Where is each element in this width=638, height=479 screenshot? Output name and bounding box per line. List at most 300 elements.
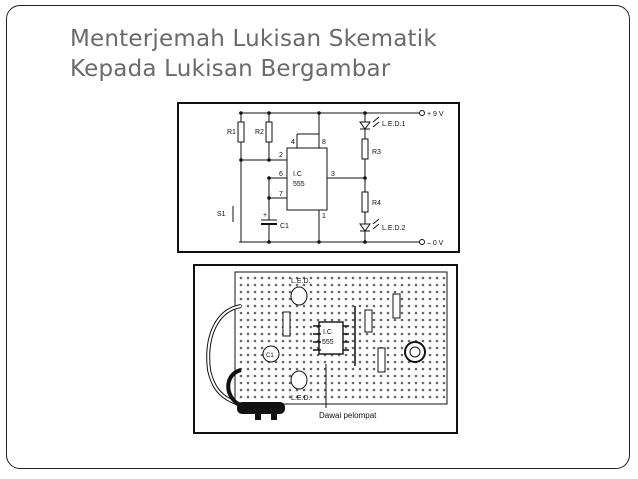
board-hole xyxy=(422,361,425,364)
board-hole xyxy=(338,277,341,280)
board-hole xyxy=(268,333,271,336)
board-hole xyxy=(401,284,404,287)
board-hole xyxy=(429,389,432,392)
board-hole xyxy=(443,326,446,329)
board-hole xyxy=(310,305,313,308)
board-hole xyxy=(310,340,313,343)
terminal-ground xyxy=(420,240,425,245)
board-hole xyxy=(401,347,404,350)
board-hole xyxy=(352,319,355,322)
board-hole xyxy=(387,298,390,301)
board-resistor-1 xyxy=(283,312,290,336)
board-hole xyxy=(415,305,418,308)
board-hole xyxy=(415,333,418,336)
label-pin6: 6 xyxy=(279,171,283,178)
board-hole xyxy=(331,305,334,308)
board-hole xyxy=(268,382,271,385)
board-hole xyxy=(303,319,306,322)
board-hole xyxy=(436,361,439,364)
board-hole xyxy=(373,368,376,371)
board-hole xyxy=(408,340,411,343)
board-hole xyxy=(240,326,243,329)
board-hole xyxy=(387,375,390,378)
board-hole xyxy=(366,382,369,385)
board-hole xyxy=(422,284,425,287)
board-hole xyxy=(422,396,425,399)
board-hole xyxy=(324,319,327,322)
board-hole xyxy=(436,326,439,329)
board-hole xyxy=(275,284,278,287)
label-pin3: 3 xyxy=(331,171,335,178)
board-hole xyxy=(373,333,376,336)
board-svg xyxy=(195,266,456,432)
board-hole xyxy=(261,340,264,343)
board-hole xyxy=(338,291,341,294)
board-hole xyxy=(415,326,418,329)
led1-symbol xyxy=(360,122,370,129)
board-hole xyxy=(317,298,320,301)
board-hole xyxy=(317,291,320,294)
board-hole xyxy=(387,326,390,329)
board-hole xyxy=(254,305,257,308)
board-hole xyxy=(443,347,446,350)
board-hole xyxy=(373,382,376,385)
board-hole xyxy=(268,312,271,315)
board-hole xyxy=(366,298,369,301)
board-hole xyxy=(366,389,369,392)
battery-clip xyxy=(237,402,285,414)
board-hole xyxy=(401,277,404,280)
resistor-r4 xyxy=(362,192,368,212)
schematic-svg xyxy=(179,104,458,251)
board-hole xyxy=(408,319,411,322)
board-hole xyxy=(373,319,376,322)
board-hole xyxy=(352,305,355,308)
board-hole xyxy=(359,305,362,308)
board-hole xyxy=(268,298,271,301)
label-pin4: 4 xyxy=(291,139,295,146)
board-hole xyxy=(387,347,390,350)
board-hole xyxy=(429,319,432,322)
board-hole xyxy=(366,291,369,294)
board-hole xyxy=(366,396,369,399)
board-hole xyxy=(289,354,292,357)
board-hole xyxy=(338,389,341,392)
board-hole xyxy=(317,361,320,364)
board-hole xyxy=(415,389,418,392)
board-hole xyxy=(394,361,397,364)
board-hole xyxy=(429,291,432,294)
board-hole xyxy=(429,375,432,378)
board-hole xyxy=(254,312,257,315)
board-hole xyxy=(240,389,243,392)
board-hole xyxy=(296,361,299,364)
board-hole xyxy=(310,347,313,350)
board-hole xyxy=(443,319,446,322)
board-hole xyxy=(429,326,432,329)
board-hole xyxy=(436,284,439,287)
board-hole xyxy=(443,368,446,371)
board-hole xyxy=(415,312,418,315)
board-hole xyxy=(282,298,285,301)
board-hole xyxy=(317,284,320,287)
board-hole xyxy=(415,319,418,322)
board-hole xyxy=(422,277,425,280)
board-hole xyxy=(373,389,376,392)
board-hole xyxy=(387,319,390,322)
board-hole xyxy=(394,368,397,371)
label-led1: L.E.D.1 xyxy=(382,121,406,128)
board-hole xyxy=(352,347,355,350)
board-hole xyxy=(373,347,376,350)
board-hole xyxy=(261,298,264,301)
board-hole xyxy=(408,375,411,378)
board-hole xyxy=(422,382,425,385)
board-hole xyxy=(429,368,432,371)
board-resistor-3 xyxy=(393,294,400,318)
board-hole xyxy=(310,354,313,357)
board-hole xyxy=(380,312,383,315)
label-rail-bottom: – 0 V xyxy=(427,240,444,247)
board-hole xyxy=(254,347,257,350)
board-hole xyxy=(345,298,348,301)
board-hole xyxy=(261,291,264,294)
board-hole xyxy=(317,305,320,308)
label-led2: L.E.D.2 xyxy=(382,225,406,232)
board-hole xyxy=(261,368,264,371)
label-c1: C1 xyxy=(280,223,289,230)
board-hole xyxy=(394,319,397,322)
board-hole xyxy=(359,396,362,399)
board-hole xyxy=(394,277,397,280)
board-hole xyxy=(254,277,257,280)
board-hole xyxy=(310,298,313,301)
board-hole xyxy=(366,361,369,364)
board-hole xyxy=(373,305,376,308)
board-hole xyxy=(247,326,250,329)
label-pin8: 8 xyxy=(322,139,326,146)
board-hole xyxy=(282,305,285,308)
board-hole xyxy=(352,312,355,315)
board-hole xyxy=(401,396,404,399)
resistor-r1 xyxy=(238,122,244,142)
board-hole xyxy=(408,389,411,392)
board-hole xyxy=(331,375,334,378)
board-hole xyxy=(359,389,362,392)
board-hole xyxy=(247,361,250,364)
board-hole xyxy=(408,368,411,371)
label-r1: R1 xyxy=(227,129,236,136)
board-hole xyxy=(345,361,348,364)
board-hole xyxy=(373,291,376,294)
board-hole xyxy=(352,389,355,392)
board-hole xyxy=(394,382,397,385)
board-hole xyxy=(338,361,341,364)
board-hole xyxy=(345,382,348,385)
board-hole xyxy=(338,312,341,315)
board-hole xyxy=(387,284,390,287)
resistor-r2 xyxy=(266,122,272,142)
board-hole xyxy=(261,347,264,350)
board-hole xyxy=(352,382,355,385)
board-hole xyxy=(289,368,292,371)
board-hole xyxy=(254,375,257,378)
board-hole xyxy=(373,354,376,357)
board-hole xyxy=(387,382,390,385)
board-hole xyxy=(338,396,341,399)
label-r3: R3 xyxy=(372,149,381,156)
board-hole xyxy=(373,340,376,343)
board-hole xyxy=(240,396,243,399)
board-hole xyxy=(422,291,425,294)
board-label-led-top: L.E.D. xyxy=(291,278,311,285)
board-hole xyxy=(268,375,271,378)
board-hole xyxy=(352,284,355,287)
board-hole xyxy=(443,298,446,301)
board-pictorial xyxy=(193,264,458,434)
board-hole xyxy=(401,312,404,315)
board-hole xyxy=(422,340,425,343)
board-hole xyxy=(254,382,257,385)
board-hole xyxy=(380,333,383,336)
board-hole xyxy=(387,333,390,336)
board-hole xyxy=(387,389,390,392)
label-r4: R4 xyxy=(372,200,381,207)
board-hole xyxy=(429,333,432,336)
board-hole xyxy=(338,375,341,378)
board-hole xyxy=(443,375,446,378)
board-hole xyxy=(422,389,425,392)
board-hole xyxy=(310,389,313,392)
board-resistor-2 xyxy=(365,310,372,332)
board-hole xyxy=(387,277,390,280)
board-hole xyxy=(331,382,334,385)
board-hole xyxy=(436,277,439,280)
board-hole xyxy=(254,298,257,301)
board-hole xyxy=(310,368,313,371)
board-hole xyxy=(247,382,250,385)
board-hole xyxy=(401,354,404,357)
board-hole xyxy=(415,375,418,378)
board-hole xyxy=(366,277,369,280)
board-hole xyxy=(317,375,320,378)
board-hole xyxy=(380,298,383,301)
board-hole xyxy=(282,354,285,357)
board-hole xyxy=(401,298,404,301)
board-hole xyxy=(345,389,348,392)
board-hole xyxy=(366,284,369,287)
board-hole xyxy=(394,284,397,287)
board-hole xyxy=(429,298,432,301)
board-hole xyxy=(275,277,278,280)
label-pin2: 2 xyxy=(279,152,283,159)
board-hole xyxy=(345,375,348,378)
board-hole xyxy=(352,333,355,336)
board-hole xyxy=(429,361,432,364)
board-hole xyxy=(261,361,264,364)
board-hole xyxy=(331,284,334,287)
board-hole xyxy=(345,396,348,399)
board-hole xyxy=(261,396,264,399)
board-hole xyxy=(275,368,278,371)
board-label-ic-num: 555 xyxy=(322,339,334,346)
board-hole xyxy=(247,354,250,357)
board-hole xyxy=(443,389,446,392)
board-hole xyxy=(240,277,243,280)
board-hole xyxy=(408,382,411,385)
board-hole xyxy=(366,333,369,336)
board-hole xyxy=(268,277,271,280)
board-hole xyxy=(268,340,271,343)
board-hole xyxy=(261,326,264,329)
board-hole xyxy=(338,305,341,308)
board-hole xyxy=(436,291,439,294)
board-hole xyxy=(373,284,376,287)
board-hole xyxy=(254,354,257,357)
board-hole xyxy=(394,333,397,336)
board-hole xyxy=(289,305,292,308)
board-hole xyxy=(282,375,285,378)
board-hole xyxy=(247,389,250,392)
board-hole xyxy=(408,277,411,280)
board-hole xyxy=(373,361,376,364)
board-hole xyxy=(289,291,292,294)
board-hole xyxy=(380,340,383,343)
board-hole xyxy=(247,319,250,322)
board-hole xyxy=(254,368,257,371)
board-hole xyxy=(401,368,404,371)
board-hole xyxy=(429,277,432,280)
board-hole xyxy=(331,291,334,294)
board-hole xyxy=(324,291,327,294)
board-hole xyxy=(366,305,369,308)
board-hole xyxy=(240,291,243,294)
board-hole xyxy=(387,340,390,343)
board-hole xyxy=(394,326,397,329)
board-hole xyxy=(422,326,425,329)
board-hole xyxy=(436,298,439,301)
board-hole xyxy=(380,375,383,378)
board-hole xyxy=(268,291,271,294)
board-hole xyxy=(303,354,306,357)
board-resistor-4 xyxy=(378,348,385,372)
board-hole xyxy=(310,312,313,315)
board-hole xyxy=(436,340,439,343)
board-hole xyxy=(415,277,418,280)
board-hole xyxy=(359,340,362,343)
board-hole xyxy=(261,389,264,392)
board-hole xyxy=(429,382,432,385)
board-hole xyxy=(401,375,404,378)
board-hole xyxy=(282,382,285,385)
board-hole xyxy=(240,284,243,287)
resistor-r3 xyxy=(362,139,368,159)
board-hole xyxy=(387,312,390,315)
board-hole xyxy=(289,389,292,392)
board-hole xyxy=(261,284,264,287)
board-hole xyxy=(261,277,264,280)
board-hole xyxy=(380,291,383,294)
board-hole xyxy=(247,333,250,336)
board-hole xyxy=(359,354,362,357)
board-hole xyxy=(401,291,404,294)
board-hole xyxy=(436,396,439,399)
board-hole xyxy=(282,368,285,371)
board-hole xyxy=(352,326,355,329)
board-hole xyxy=(401,333,404,336)
board-hole xyxy=(387,354,390,357)
board-hole xyxy=(324,312,327,315)
board-hole xyxy=(366,354,369,357)
board-hole xyxy=(310,375,313,378)
board-hole xyxy=(240,312,243,315)
board-hole xyxy=(380,382,383,385)
board-hole xyxy=(282,347,285,350)
board-hole xyxy=(422,305,425,308)
board-hole xyxy=(422,333,425,336)
board-hole xyxy=(401,319,404,322)
board-hole xyxy=(303,326,306,329)
board-hole xyxy=(359,277,362,280)
board-hole xyxy=(422,312,425,315)
slide-title xyxy=(70,24,437,84)
board-hole xyxy=(303,368,306,371)
board-hole xyxy=(261,333,264,336)
board-hole xyxy=(303,340,306,343)
board-hole xyxy=(436,312,439,315)
label-r2: R2 xyxy=(255,129,264,136)
board-hole xyxy=(268,319,271,322)
board-hole xyxy=(408,333,411,336)
label-cap-plus: + xyxy=(263,212,268,219)
board-hole xyxy=(296,333,299,336)
board-hole xyxy=(345,319,348,322)
board-hole xyxy=(261,312,264,315)
board-hole xyxy=(387,396,390,399)
label-ic-num: 555 xyxy=(293,181,305,188)
board-hole xyxy=(303,361,306,364)
board-hole xyxy=(247,347,250,350)
board-hole xyxy=(296,368,299,371)
board-hole xyxy=(352,277,355,280)
board-hole xyxy=(422,375,425,378)
board-hole xyxy=(359,298,362,301)
board-hole xyxy=(387,368,390,371)
board-hole xyxy=(317,277,320,280)
board-hole xyxy=(408,298,411,301)
board-hole xyxy=(310,291,313,294)
board-hole xyxy=(380,277,383,280)
board-hole xyxy=(359,347,362,350)
board-hole xyxy=(247,396,250,399)
board-hole xyxy=(282,389,285,392)
board-hole xyxy=(443,340,446,343)
board-hole xyxy=(408,326,411,329)
board-hole xyxy=(359,382,362,385)
board-hole xyxy=(247,291,250,294)
board-hole xyxy=(443,382,446,385)
board-hole xyxy=(443,312,446,315)
board-hole xyxy=(394,389,397,392)
board-hole xyxy=(380,305,383,308)
board-hole xyxy=(303,347,306,350)
board-label-led-bottom: L.E.D. xyxy=(291,395,311,402)
board-hole xyxy=(331,277,334,280)
board-hole xyxy=(261,319,264,322)
board-hole xyxy=(338,382,341,385)
board-hole xyxy=(429,312,432,315)
board-hole xyxy=(240,319,243,322)
